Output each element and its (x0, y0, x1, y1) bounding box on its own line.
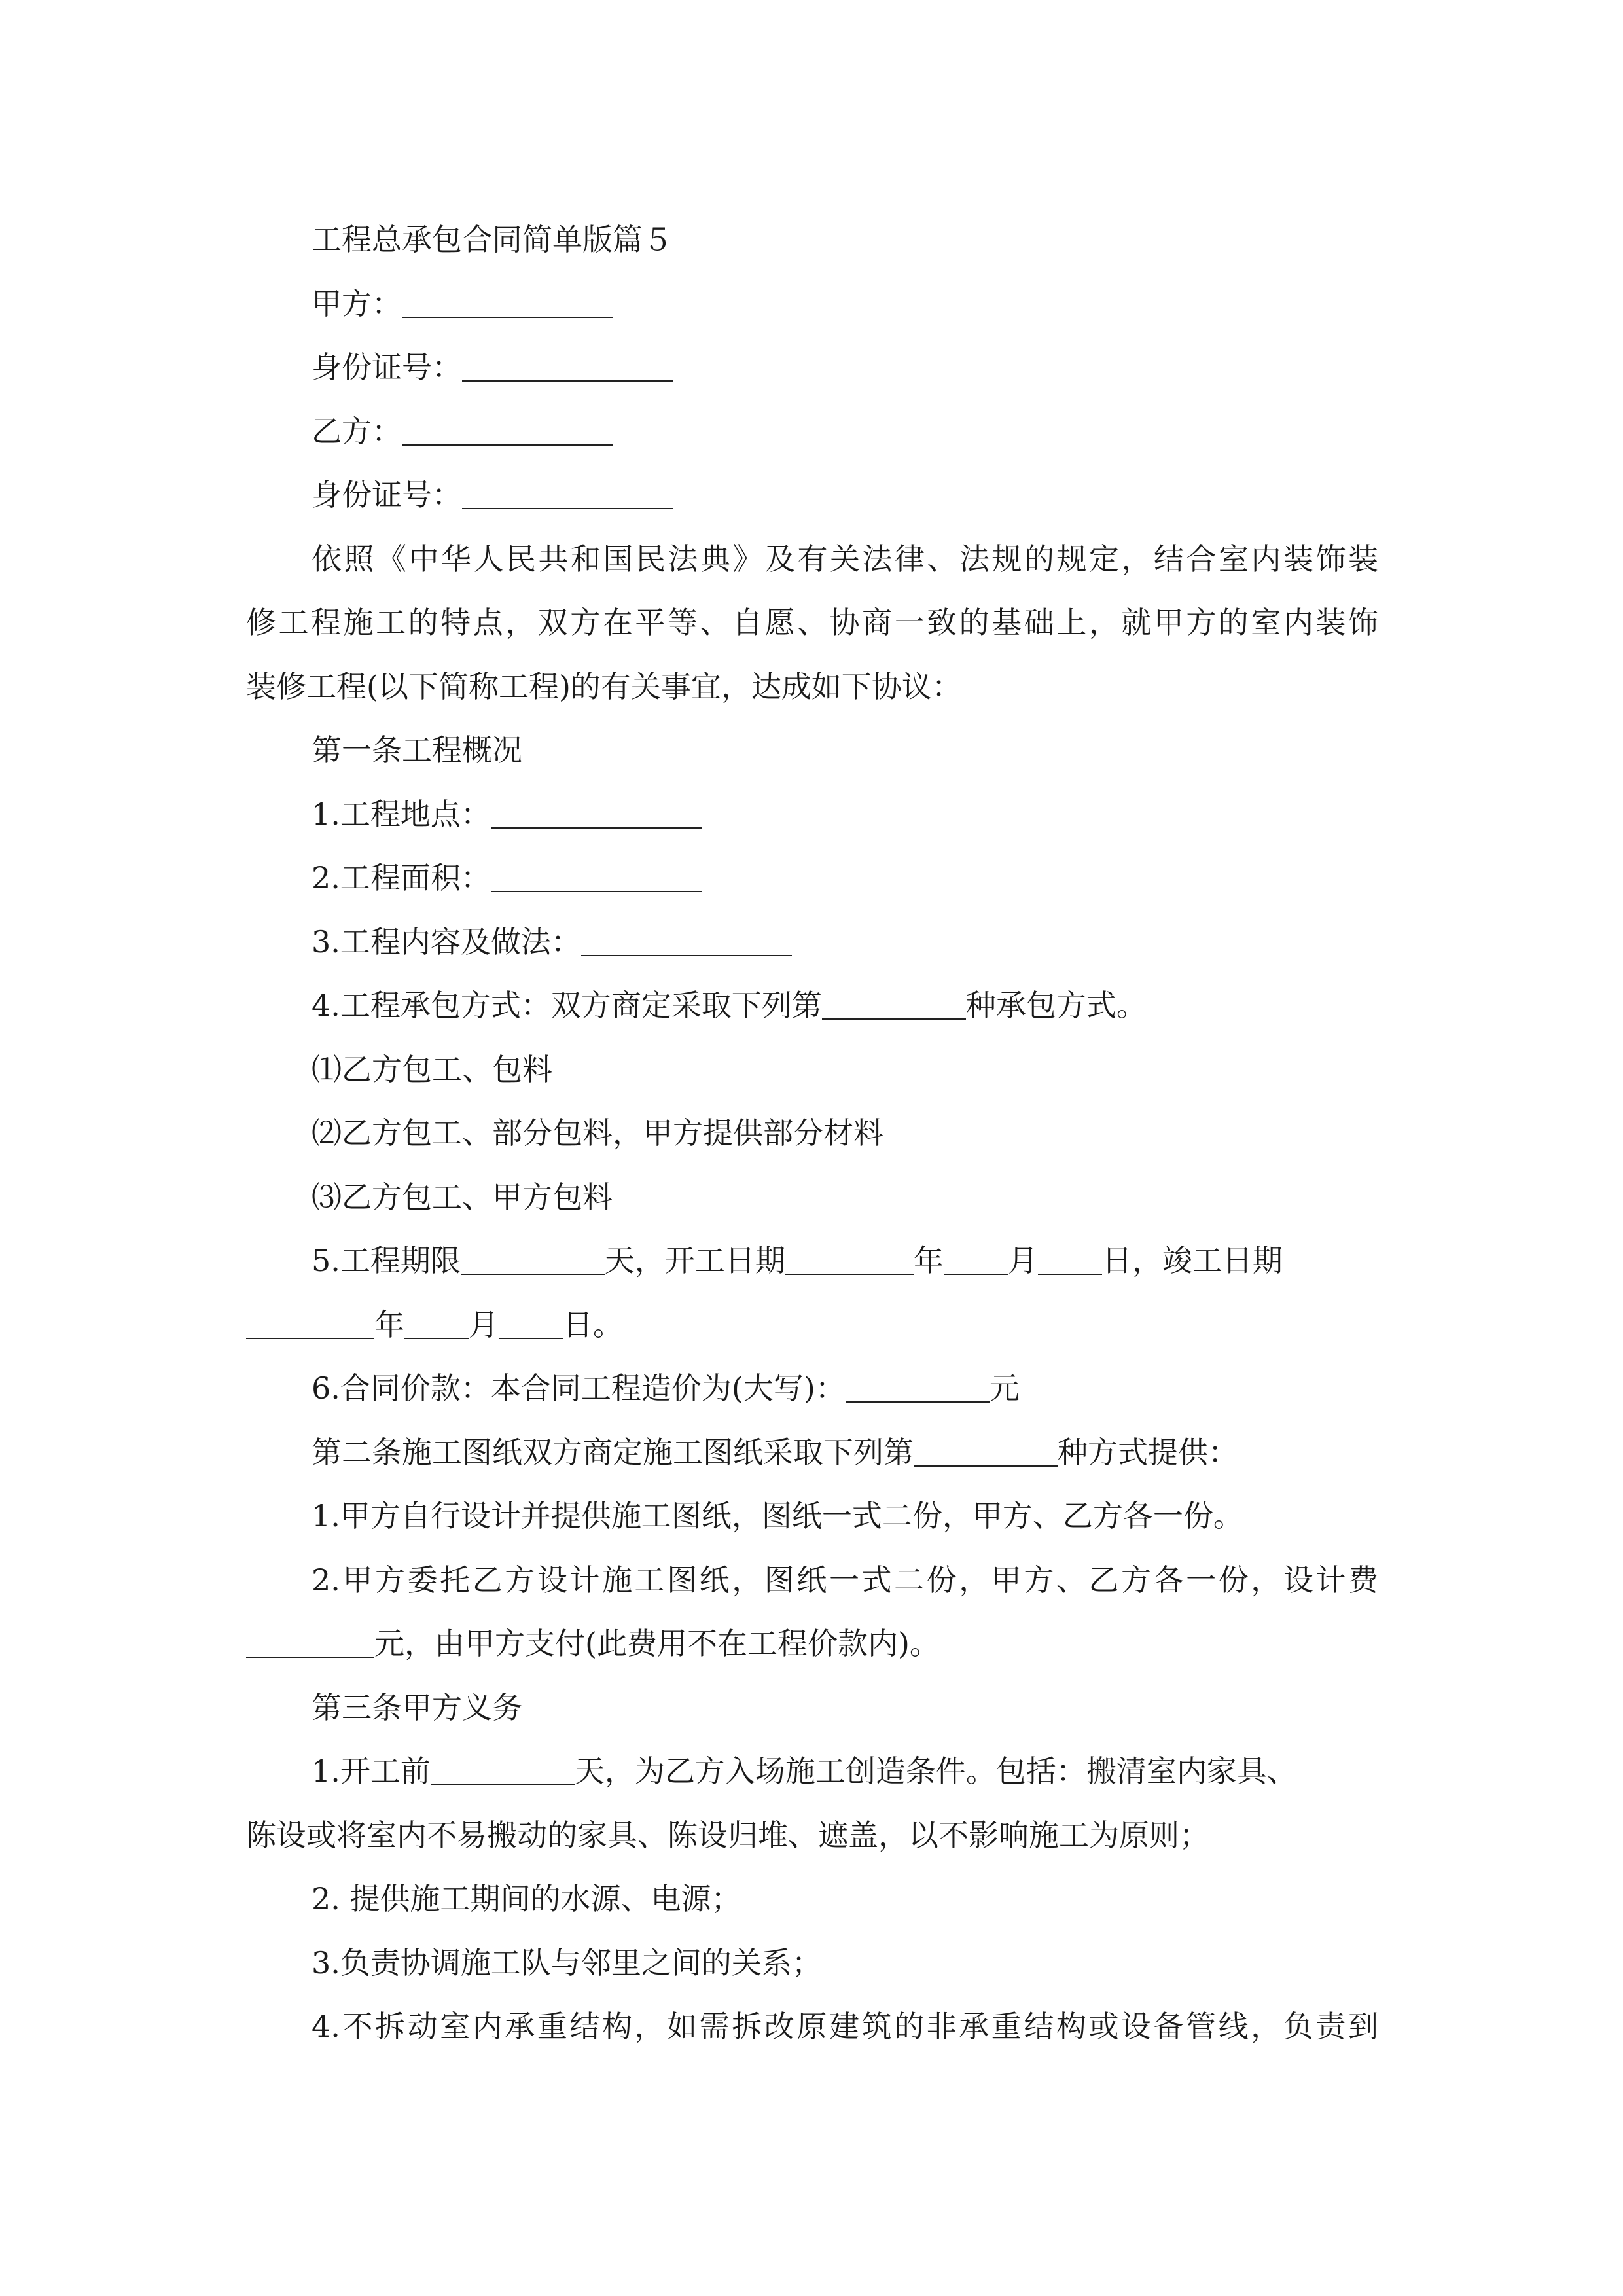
end-day-blank (499, 1312, 563, 1339)
article1-price: 6.合同价款：本合同工程造价为(大写)： 元 (312, 1371, 1020, 1406)
period-days-blank (461, 1247, 605, 1275)
article2-item-2-line-1: 2.甲方委托乙方设计施工图纸，图纸一式二份，甲方、乙方各一份，设计费 (312, 1562, 1378, 1598)
area-blank (491, 865, 702, 892)
method-blank (822, 992, 966, 1020)
party-a-id-blank (462, 354, 673, 382)
article1-content: 3.工程内容及做法： (246, 910, 1378, 975)
price-blank (846, 1375, 990, 1403)
article3-heading: 第三条甲方义务 (312, 1689, 522, 1725)
article2-heading: 第二条施工图纸双方商定施工图纸采取下列第 种方式提供： (312, 1434, 1238, 1470)
location-blank (491, 801, 702, 829)
article1-period-end: 年 月 日。 (246, 1293, 1378, 1357)
article1-heading: 第一条工程概况 (312, 732, 522, 768)
party-b-line: 乙方： (246, 400, 1378, 464)
end-month-blank (404, 1312, 469, 1339)
party-b-blank (402, 418, 613, 446)
intro-line-3: 装修工程(以下简称工程)的有关事宜，达成如下协议： (246, 668, 962, 704)
article3-item-2: 2. 提供施工期间的水源、电源； (312, 1881, 741, 1916)
design-fee-blank (246, 1630, 374, 1658)
drawing-method-blank (914, 1439, 1058, 1467)
article3-item-1-line-2: 陈设或将室内不易搬动的家具、陈设归堆、遮盖，以不影响施工为原则； (246, 1817, 1209, 1853)
article1-location: 1.工程地点： (246, 783, 1378, 847)
document-title: 工程总承包合同简单版篇５ (312, 222, 673, 257)
start-year-blank (785, 1247, 914, 1275)
party-a-line: 甲方： (246, 272, 1378, 336)
contract-page (246, 208, 1378, 2059)
article3-item-3: 3.负责协调施工队与邻里之间的关系； (312, 1945, 822, 1981)
article1-area: 2.工程面积： (246, 846, 1378, 910)
article1-method: 4.工程承包方式：双方商定采取下列第 种承包方式。 (312, 988, 1147, 1023)
article1-period: 5.工程期限 天，开工日期 年 月 日，竣工日期 (312, 1243, 1283, 1278)
article2-item-1: 1.甲方自行设计并提供施工图纸，图纸一式二份，甲方、乙方各一份。 (312, 1498, 1243, 1534)
party-b-id-line: 身份证号： (246, 463, 1378, 528)
party-a-blank (402, 291, 613, 318)
party-b-id-blank (462, 482, 673, 509)
content-blank (581, 929, 792, 956)
start-month-blank (944, 1247, 1008, 1275)
party-a-id-line: 身份证号： (246, 336, 1378, 400)
article1-option-2: ⑵乙方包工、部分包料，甲方提供部分材料 (312, 1115, 883, 1151)
article3-item-4: 4.不拆动室内承重结构，如需拆改原建筑的非承重结构或设备管线，负责到 (312, 2009, 1378, 2044)
intro-line-1: 依照《中华人民共和国民法典》及有关法律、法规的规定，结合室内装饰装 (312, 541, 1378, 577)
article1-option-3: ⑶乙方包工、甲方包料 (312, 1179, 613, 1215)
end-year-blank (246, 1312, 374, 1339)
start-day-blank (1038, 1247, 1102, 1275)
prep-days-blank (431, 1758, 575, 1785)
intro-line-2: 修工程施工的特点，双方在平等、自愿、协商一致的基础上，就甲方的室内装饰 (246, 605, 1378, 640)
article2-item-2-line-2: 元，由甲方支付(此费用不在工程价款内)。 (246, 1612, 1378, 1676)
article3-item-1: 1.开工前 天，为乙方入场施工创造条件。包括：搬清室内家具、 (312, 1753, 1297, 1789)
article1-option-1: ⑴乙方包工、包料 (312, 1051, 552, 1087)
